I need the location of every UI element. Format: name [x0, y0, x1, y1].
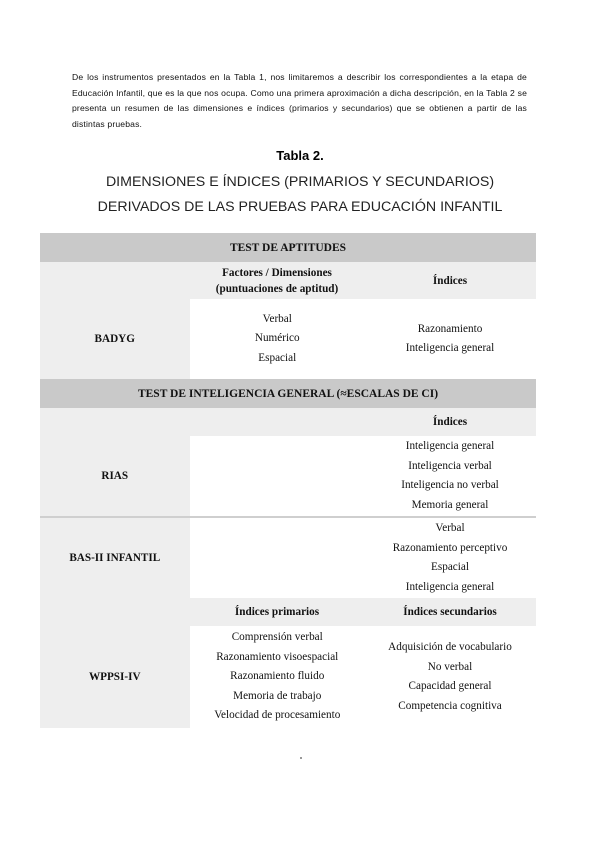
table-title-line1: DIMENSIONES E ÍNDICES (PRIMARIOS Y SECUNDARIOS)	[105, 174, 495, 190]
table-row-wppsi	[40, 626, 536, 728]
wppsi-column-headers	[40, 598, 536, 626]
summary-table	[40, 233, 536, 728]
table-number: Tabla 2.	[276, 148, 324, 163]
page-dot	[300, 757, 302, 759]
bas-indices: Verbal Razonamiento perceptivo Espacial Inteligencia general	[364, 517, 536, 598]
column-header-factores: Factores / Dimensiones (puntuaciones de aptitud)	[190, 262, 364, 299]
aptitudes-column-headers	[40, 262, 536, 299]
wppsi-secundarios: Adquisición de vocabulario No verbal Capacidad general Competencia cognitiva	[388, 641, 512, 712]
table-title-line2: DERIVADOS DE LAS PRUEBAS PARA EDUCACIÓN INFANTIL	[97, 199, 503, 215]
test-name-bas: BAS-II INFANTIL	[40, 517, 190, 598]
column-header-indices: Índices	[364, 262, 536, 299]
column-header-indices-ci: Índices	[364, 408, 536, 436]
column-header-secundarios: Índices secundarios	[364, 598, 536, 626]
section-title-inteligencia: TEST DE INTELIGENCIA GENERAL (≈ESCALAS DE CI)	[40, 379, 536, 408]
section-header-aptitudes	[40, 233, 536, 262]
table-row-rias	[40, 436, 536, 517]
badyg-indices: Razonamiento Inteligencia general	[405, 322, 495, 354]
table-row-badyg	[40, 299, 536, 379]
intro-paragraph: De los instrumentos presentados en la Tabla 1, nos limitaremos a describir los correspondientes a la etapa de Educación Infantil, que es la que nos ocupa. Como una primera aproximación a dicha descripción, en la Tabla 2 se presenta un resumen de las dimensiones e índices (primarios y secundarios) que se obtienen a partir de las distintas pruebas.	[72, 72, 527, 129]
table-row-bas	[40, 517, 536, 598]
test-name-wppsi: WPPSI-IV	[40, 626, 190, 728]
rias-indices: Inteligencia general Inteligencia verbal Inteligencia no verbal Memoria general	[401, 440, 499, 511]
test-name-badyg: BADYG	[40, 299, 190, 379]
badyg-factores: Verbal Numérico Espacial	[254, 312, 300, 364]
test-name-rias: RIAS	[40, 436, 190, 517]
section-title-aptitudes: TEST DE APTITUDES	[40, 233, 536, 262]
column-header-primarios: Índices primarios	[190, 598, 364, 626]
inteligencia-column-headers	[40, 408, 536, 436]
wppsi-primarios: Comprensión verbal Razonamiento visoespacial Razonamiento fluido Memoria de trabajo Velocidad de procesamiento	[214, 631, 341, 722]
section-header-inteligencia	[40, 379, 536, 408]
